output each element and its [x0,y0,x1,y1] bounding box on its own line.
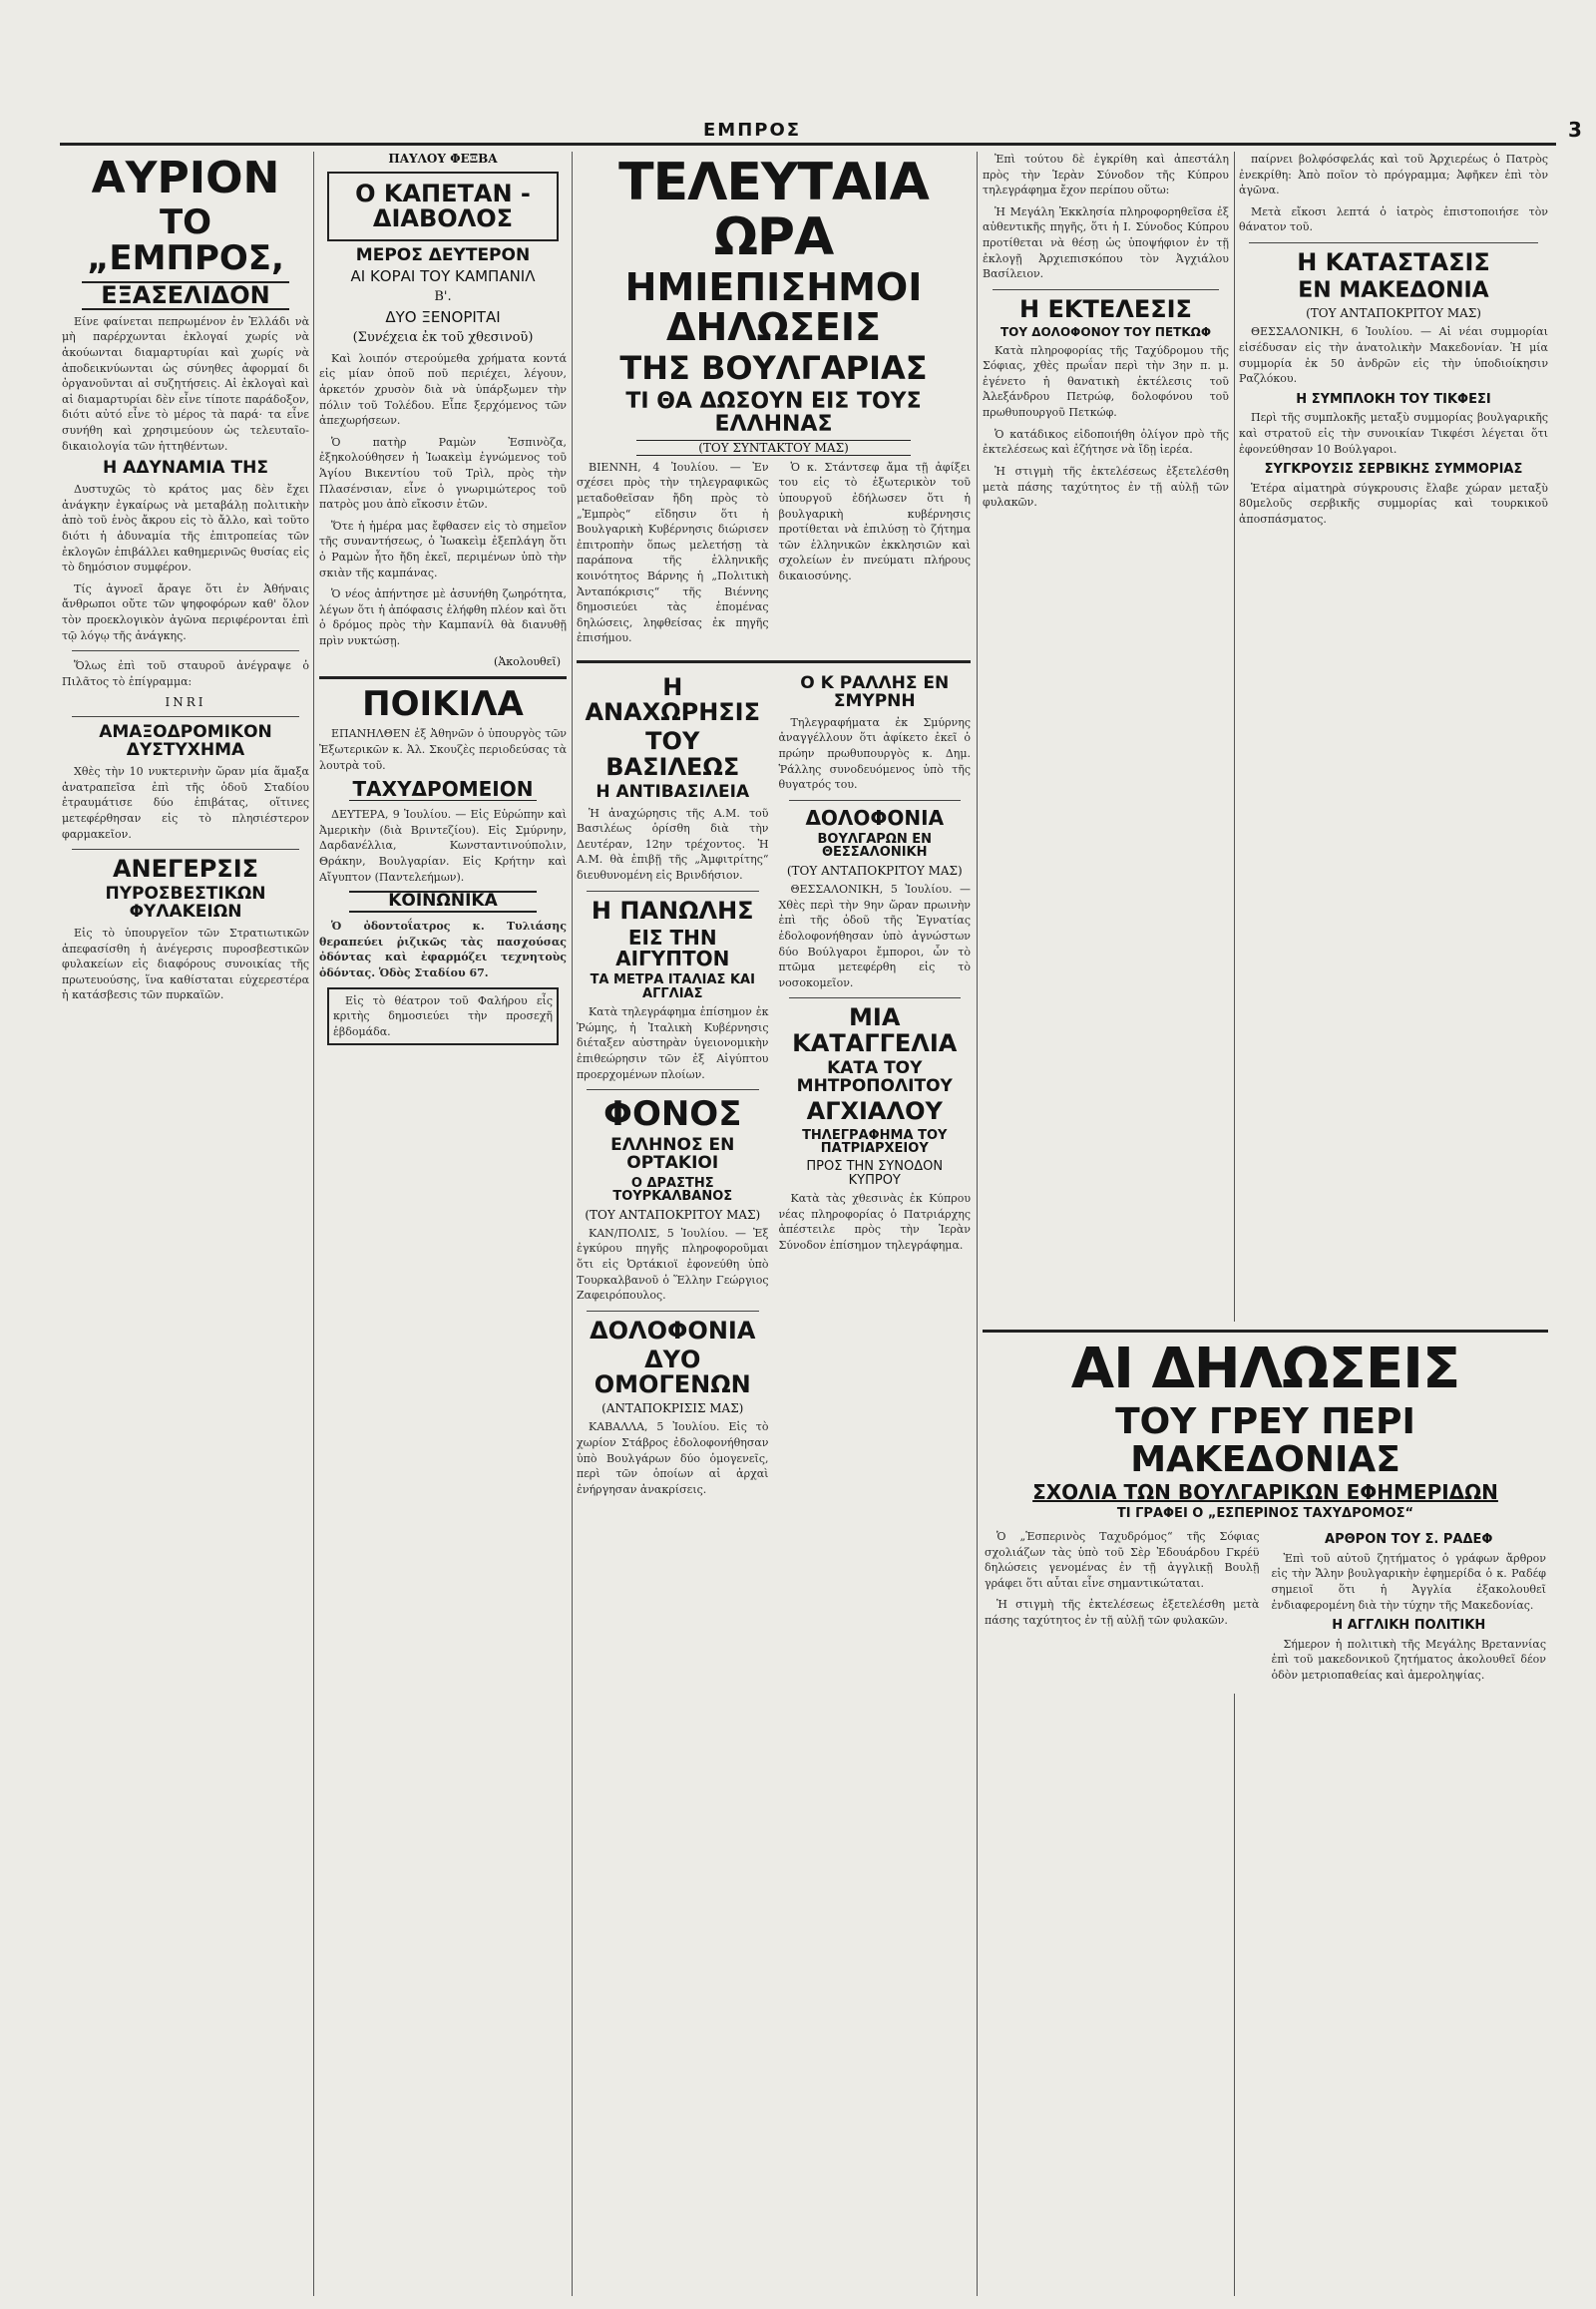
headline-departure: Η ΑΝΑΧΩΡΗΣΙΣ [585,673,761,727]
article-text: Μετὰ εἴκοσι λεπτά ὁ ἰατρὸς ἐπιστοποιήσε τὸν θάνατον τοῦ. [1239,204,1548,234]
continuation-note: (Συνέχεια ἐκ τοῦ χθεσινοῦ) [352,329,534,345]
byline: (ΤΟΥ ΣΥΝΤΑΚΤΟΥ ΜΑΣ) [636,440,911,456]
headline-rallis-smyrna: Ο Κ ΡΑΛΛΗΣ ΕΝ ΣΜΥΡΝΗ [800,673,950,711]
byline: (ΤΟΥ ΑΝΤΑΠΟΚΡΙΤΟΥ ΜΑΣ) [1306,306,1481,321]
column-5 [1239,152,1548,2306]
article-text: Ὁ κατάδικος εἰδοποιήθη ὀλίγον πρὸ τῆς ἐκτελέσεως καὶ ἐζήτησε νὰ ἴδῃ ἱερέα. [983,427,1229,457]
article-text: ΘΕΣΣΑΛΟΝΙΚΗ, 5 Ἰουλίου. — Χθὲς περὶ τὴν 9ην ὥραν πρωινὴν ἐπὶ τῆς ὁδοῦ τῆς Ἐγνατίας ἐδολοφονήθησαν ὑπὸ ἀγνώστων δύο Βούλγαροι ἔμποροι, ὧν τὸ πτῶμα μετεφέρθη εἰς τὸ νοσοκομεῖον. [778,883,971,989]
article-text: Ὁ „Ἑσπερινὸς Ταχυδρόμος“ τῆς Σόφιας σχολιάζων τὰς ὑπὸ τοῦ Σὲρ Ἐδουάρδου Γκρέϋ δηλώσεις γενομένας ἐν τῇ ἀγγλικῇ Βουλῇ γράφει ὅτι αὗται εἶνε σημαντικώταται. [985,1530,1260,1590]
article-text: Περὶ τῆς συμπλοκῆς μεταξὺ συμμορίας βουλγαρικῆς καὶ στρατοῦ εἰς τὴν συνοικίαν Τικφέσι λέγεται ὅτι ἐφονεύθησαν 10 Βούλγαροι. [1239,411,1548,456]
headline-semi-official: ΗΜΙΕΠΙΣΗΜΟΙ ΔΗΛΩΣΕΙΣ [624,265,923,350]
section-heading: Η ΑΔΥΝΑΜΙΑ ΤΗΣ [103,458,268,479]
headline-esperinos: ΤΙ ΓΡΑΦΕΙ Ο „ΕΣΠΕΡΙΝΟΣ ΤΑΧΥΔΡΟΜΟΣ“ [1116,1506,1414,1522]
article-text: Τίς ἀγνοεῖ ἄραγε ὅτι ἐν Ἀθήναις ἄνθρωποι οὔτε τῶν ψηφοφόρων καθ' ὅλον τὸν προεκλογικὸν ἀγῶνα περιφέρονται ἐπὶ τῷ λόγῳ τῆς ἀνάγκης. [62,581,309,642]
headline-regency: Η ΑΝΤΙΒΑΣΙΛΕΙΑ [596,781,750,802]
newspaper-name: ΕΜΠΡΟΣ [703,120,802,141]
chapter-title: ΔΥΟ ΞΕΝΟΡΙΤΑΙ [385,307,501,326]
headline-to-synod: ΠΡΟΣ ΤΗΝ ΣΥΝΟΔΟΝ ΚΥΠΡΟΥ [806,1158,944,1188]
article-text: Ἐπὶ τούτου δὲ ἐγκρίθη καὶ ἀπεστάλη πρὸς τὴν Ἱερὰν Σύνοδον τῆς Κύπρου τηλεγράφημα ἔχον περίπου οὕτω: [983,153,1229,197]
notice-text: Εἰς τὸ θέατρον τοῦ Φαλήρου εἶς κριτὴς δημοσιεύει τὴν προσεχῆ ἑβδομάδα. [333,993,553,1038]
headline-erection: ΑΝΕΓΕΡΣΙΣ [112,855,259,884]
separator [577,660,971,663]
separator [983,1330,1548,1333]
masthead-rule [60,143,1556,146]
article-text: Κατὰ τηλεγράφημα ἐπίσημον ἐκ Ῥώμης, ἡ Ἰταλικὴ Κυβέρνησις διέταξεν αὐστηρὰν ὑγειονομικὴν ἐπιθεώρησιν τῶν ἐξ Αἰγύπτου προερχομένων πλοίων. [577,1005,769,1081]
headline-serbian-band: ΣΥΓΚΡΟΥΣΙΣ ΣΕΡΒΙΚΗΣ ΣΥΜΜΟΡΙΑΣ [1264,462,1523,478]
separator [587,1311,759,1312]
byline: (ΤΟΥ ΑΝΤΑΠΟΚΡΙΤΟΥ ΜΑΣ) [786,864,963,879]
serial-author: ΠΑΥΛΟΥ ΦΕΞΒΑ [388,152,498,166]
article-text: Ἡ στιγμὴ τῆς ἐκτελέσεως ἐξετελέσθη μετὰ πάσης ταχύτητος ἐν τῇ αὐλῇ τῶν φυλακῶν. [983,464,1229,510]
inscription: INRI [165,695,206,710]
headline-carriage-accident: ΑΜΑΞΟΔΡΟΜΙΚΟΝ ΔΥΣΤΥΧΗΜΑ [99,722,272,761]
article-text: Ὅτε ἡ ἡμέρα μας ἔφθασεν εἰς τὸ σημεῖον τῆς συναντήσεως, ὁ Ἰωακεὶμ ἐξεπλάγη ὅτι ὁ Ραμὼν ἦτο ἤδη ἐκεῖ, περιμένων ὑπὸ τὴν σκιὰν τῆς καμπάνας. [319,519,567,579]
article-text: ΘΕΣΣΑΛΟΝΙΚΗ, 6 Ἰουλίου. — Αἱ νέαι συμμορίαι εἰσέδυσαν εἰς τὴν ἀνατολικὴν Μακεδονίαν. Ἡ μία συμμορία ἐκ 50 ἀνδρῶν εἰς τὴν ὑποδιοίκησιν Ραζλόκου. [1239,325,1548,386]
article-text: Ἡ ἀναχώρησις τῆς Α.Μ. τοῦ Βασιλέως ὁρίσθη διὰ τὴν Δευτέραν, 12ην τρέχοντος. Ἡ Α.Μ. θὰ ἐπιβῇ τῆς „Ἀμφιτρίτης“ διευθυνομένη εἰς Βρινδήσιον. [577,806,769,883]
headline-assassination: ΔΟΛΟΦΟΝΙΑ [805,805,945,830]
separator [587,891,759,892]
headline-measures: ΤΑ ΜΕΤΡΑ ΙΤΑΛΙΑΣ ΚΑΙ ΑΓΓΛΙΑΣ [590,971,755,1001]
headline-bulgarian-press: ΣΧΟΛΙΑ ΤΩΝ ΒΟΥΛΓΑΡΙΚΩΝ ΕΦΗΜΕΡΙΔΩΝ [1032,1480,1498,1505]
headline-petkov-assassin: ΤΟΥ ΔΟΛΟΦΟΝΟΥ ΤΟΥ ΠΕΤΚΩΦ [999,325,1212,340]
column-divider [572,152,573,2296]
headline-social: ΚΟΙΝΩΝΙΚΑ [349,891,537,913]
headline-english-policy: Η ΑΓΓΛΙΚΗ ΠΟΛΙΤΙΚΗ [1332,1618,1486,1634]
headline-radef-article: ΑΡΘΡΟΝ ΤΟΥ Σ. ΡΑΔΕΦ [1325,1532,1493,1548]
separator [789,997,962,998]
separator [1249,242,1538,243]
article-text: Κατὰ πληροφορίας τῆς Ταχύδρομου τῆς Σόφιας, χθὲς πρωΐαν περὶ τὴν 3ην π. μ. ἐγένετο ἡ θανατικὴ ἐκτέλεσις τοῦ Ἀλεξάνδρου Πετρώφ, δολοφόνου τοῦ πρωθυπουργοῦ Πετκώφ. [983,343,1229,420]
headline-the-statements: ΑΙ ΔΗΛΩΣΕΙΣ [1070,1337,1460,1401]
headline-against-metropolitan: ΚΑΤΑ ΤΟΥ ΜΗΤΡΟΠΟΛΙΤΟΥ [796,1057,953,1096]
headline-patriarchate-telegram: ΤΗΛΕΓΡΑΦΗΜΑ ΤΟΥ ΠΑΤΡΙΑΡΧΕΙΟΥ [802,1127,948,1157]
headline-anchialos: ΑΓΧΙΑΛΟΥ [806,1097,943,1126]
headline-tomorrow: ΑΥΡΙΟΝ [91,153,280,203]
article-text: ΕΠΑΝΗΛΘΕΝ ἐξ Ἀθηνῶν ὁ ὑπουργὸς τῶν Ἐξωτερικῶν κ. Ἀλ. Σκουζὲς περιοδεύσας τὰ λουτρὰ τοῦ. [319,727,567,772]
headline-what-they-give: ΤΙ ΘΑ ΔΩΣΟΥΝ ΕΙΣ ΤΟΥΣ ΕΛΛΗΝΑΣ [625,388,922,437]
advert-text: Ὁ ὀδοντοΐατρος κ. Τυλιάσης θεραπεύει ῥιζικῶς τὰς πασχούσας ὀδόντας καὶ ἐφαρμόζει τεχνητοὺς ὀδόντας. Ὁδὸς Σταδίου 67. [319,920,567,979]
headline-of-bulgaria: ΤΗΣ ΒΟΥΛΓΑΡΙΑΣ [619,348,928,387]
headline-tikfesi-clash: Η ΣΥΜΠΛΟΚΗ ΤΟΥ ΤΙΚΦΕΣΙ [1296,391,1491,407]
headline-assassination: ΔΟΛΟΦΟΝΙΑ [590,1316,756,1345]
banner-block [983,1322,1548,1694]
headline-murder: ΦΟΝΟΣ [603,1094,742,1135]
article-text: Κατὰ τὰς χθεσινὰς ἐκ Κύπρου νέας πληροφορίας ὁ Πατριάρχης ἀπέστειλε πρὸς τὴν Ἱερὰν Σύνοδον ἐπίσημον τηλεγράφημα. [778,1192,971,1252]
article-text: ΚΑΝ/ΠΟΛΙΣ, 5 Ἰουλίου. — Ἐξ ἐγκύρου πηγῆς πληροφοροῦμαι ὅτι εἰς Ὀρτάκιοϊ ἐφονεύθη ὑπὸ Τουρκαλβανοῦ ὁ Ἕλλην Γεώργιος Ζαφειρόπουλος. [577,1226,769,1303]
headline-two-compatriots: ΔΥΟ ΟΜΟΓΕΝΩΝ [594,1346,751,1399]
article-text: Ἐπὶ τοῦ αὐτοῦ ζητήματος ὁ γράφων ἄρθρον εἰς τὴν Ἄλην βουλγαρικὴν ἐφημερίδα ὁ κ. Ραδέφ σημειοῖ ὅτι ἡ Ἀγγλία ἐξακολουθεῖ ἐνδιαφερομένη διὰ τὴν τύχην τῆς Μακεδονίας. [1271,1551,1546,1612]
article-text: Εἰς τὸ ὑπουργεῖον τῶν Στρατιωτικῶν ἀπεφασίσθη ἡ ἀνέγερσις πυροσβεστικῶν φυλακείων εἰς διαφόρους συνοικίας τῆς πρωτευούσης, ἵνα καθίσταται εὐχερεστέρα ἡ κατάσβεσις τῶν πυρκαϊῶν. [62,927,309,1002]
article-text: Ὁ νέος ἀπήντησε μὲ ἀσυνήθη ζωηρότητα, λέγων ὅτι ἡ ἀπόφασις ἐλήφθη πλέον καὶ ὅτι ὁ δρόμος πρὸς τὴν Καμπανίλ θὰ διανυθῇ πρὶν νυκτώσῃ. [319,587,567,648]
headline-plague: Η ΠΑΝΩΛΗΣ [591,896,754,925]
headline-perpetrator: Ο ΔΡΑΣΤΗΣ ΤΟΥΡΚΑΛΒΑΝΟΣ [612,1175,733,1205]
article-text: Δυστυχῶς τὸ κράτος μας δὲν ἔχει ἀνάγκην ἐγκαίρως νὰ μεταβάλῃ πολιτικὴν ἀπὸ τοῦ ἑνὸς ἄκρου εἰς τὸ ἄλλο, καὶ τοῦτο διότι ἡ ἀδυναμία τῆς ἐπιτροπείας τῶν ἐκλογῶν ἐπιβάλλει καθημερινῶς θυσίας εἰς τὸ δημόσιον συμφέρον. [62,483,309,575]
article-text: ΒΙΕΝΝΗ, 4 Ἰουλίου. — Ἐν σχέσει πρὸς τὴν τηλεγραφικῶς μεταδοθεῖσαν ἤδη πρὸς τὸ „Ἐμπρὸς“ εἴδησιν ὅτι ἡ Βουλγαρικὴ Κυβέρνησις διώρισεν ἐπιτροπὴν ὅπως μελετήσῃ τὰ παράπονα τῆς ἑλληνικῆς κοινότητος Βάρνης ἡ „Πολιτικὴ Ἀνταπόκρισις“ τῆς Βιέννης δημοσιεύει τὰς ἑπομένας δηλώσεις, ληφθείσας ἐκ πηγῆς ἐπισήμου. [577,460,769,645]
column-divider [977,152,978,2296]
serial-part: ΜΕΡΟΣ ΔΕΥΤΕΡΟΝ [355,245,531,266]
headline-of-king: ΤΟΥ ΒΑΣΙΛΕΩΣ [605,727,740,781]
separator [72,650,299,651]
column-divider [313,152,314,2296]
masthead [0,0,1596,150]
headline-emprós: ΤΟ „ΕΜΠΡΟΣ, [87,202,284,278]
headline-complaint: ΜΙΑ ΚΑΤΑΓΓΕΛΙΑ [792,1003,958,1057]
separator [789,800,962,801]
chapter-number: Β'. [434,288,452,304]
separator [72,716,299,717]
headline-bulgarians-thessaloniki: ΒΟΥΛΓΑΡΩΝ ΕΝ ΘΕΣΣΑΛΟΝΙΚΗ [817,831,933,861]
separator [587,1089,759,1090]
column-divider [1234,152,1235,2296]
headline-in-macedonia: ΕΝ ΜΑΚΕΔΟΝΙΑ [1298,278,1489,304]
separator [72,849,299,850]
serial-title: Ο ΚΑΠΕΤΑΝ - ΔΙΑΒΟΛΟΣ [355,180,531,233]
headline-fire-stations: ΠΥΡΟΣΒΕΣΤΙΚΩΝ ΦΥΛΑΚΕΙΩΝ [105,884,266,923]
article-text: παίρνει βολφόσφελάς καὶ τοῦ Ἀρχιερέως ὁ Πατρὸς ἐνεκρίθη: Ἀπὸ ποῖον τὸ πρόγραμμα; Ἀφῆκεν ἐπὶ τὸν ἀγῶνα. [1239,153,1548,197]
column-3 [577,152,971,2306]
to-be-continued: (Ἀκολουθεῖ) [494,654,561,668]
column-1 [62,152,309,2306]
article-text: Ὁ κ. Στάντσεφ ἄμα τῇ ἀφίξει του εἰς τὸ ἐξωτερικὸν τοῦ ὑπουργοῦ ἐδήλωσεν ὅτι ἡ βουλγαρικὴ κυβέρνησις προτίθεται νὰ ἐπιλύσῃ τὸ ζήτημα τῶν ἑλληνικῶν ἐκκλησιῶν καὶ σχολείων ἐν πνεύματι πλήρους δικαιοσύνης. [778,460,971,583]
headline-greek-ortakioi: ΕΛΛΗΝΟΣ ΕΝ ΟΡΤΑΚΙΟΙ [610,1134,735,1173]
headline-execution: Η ΕΚΤΕΛΕΣΙΣ [1019,294,1192,323]
headline-six-pages: ΕΞΑΣΕΛΙΔΟΝ [82,281,289,310]
separator [319,676,567,679]
article-text: Σήμερον ἡ πολιτικὴ τῆς Μεγάλης Βρεταννίας ἐπὶ τοῦ μακεδονικοῦ ζητήματος ἀκολουθεῖ δέον ὁδὸν μετριοπαθείας καὶ ἀμεροληψίας. [1271,1637,1546,1682]
byline: (ΑΝΤΑΠΟΚΡΙΣΙΣ ΜΑΣ) [601,1401,744,1416]
article-text: Ὅλως ἐπὶ τοῦ σταυροῦ ἀνέγραψε ὁ Πιλᾶτος τὸ ἐπίγραμμα: [62,659,309,688]
article-text: Είνε φαίνεται πεπρωμένον ἐν Ἑλλάδι νὰ μὴ παρέρχωνται ἐκλογαί χωρίς νὰ ἀκούωνται διαμαρτυρίαι καὶ χωρίς νὰ ἀποδεικνύωνται ὡς σύνηθες ἀφορμαί δι ὀργανοῦνται αἱ συζητήσεις. Αἱ ἐκλογαὶ καὶ αἱ διαμαρτυρίαι δὲν εἶνε τίποτε παράδοξον, διότι αὐτό εἶνε τὸ μέρος τὰ παρά· τα εἶνε συνήθη καὶ χρησιμεύουν ὡς τελευταῖο-δικαιολογία τῶν ἡττηθέντων. [62,314,309,453]
separator [993,289,1219,290]
headline-post-office: ΤΑΧΥΔΡΟΜΕΙΟΝ [349,779,537,801]
headline-miscellany: ΠΟΙΚΙΛΑ [362,683,524,724]
article-text: Χθὲς τὴν 10 νυκτερινὴν ὥραν μία ἅμαξα ἀνατραπεῖσα ἐπὶ τῆς ὁδοῦ Σταδίου ἐτραυμάτισε δύο ἐπιβάτας, οἵτινες μετεφέρθησαν εἰς τὸ πλησιέστερον φαρμακεῖον. [62,765,309,841]
article-text: Ἡ στιγμὴ τῆς ἐκτελέσεως ἐξετελέσθη μετὰ πάσης ταχύτητος ἐν τῇ αὐλῇ τῶν φυλακῶν. [985,1598,1260,1628]
headline-grey-macedonia: ΤΟΥ ΓΡΕΥ ΠΕΡΙ ΜΑΚΕΔΟΝΙΑΣ [1115,1400,1415,1480]
article-text: Ἑτέρα αἱματηρὰ σύγκρουσις ἔλαβε χώραν μεταξὺ 80μελοῦς σερβικῆς συμμορίας καὶ τουρκικοῦ ἀποσπάσματος. [1239,481,1548,527]
article-text: ΚΑΒΑΛΛΑ, 5 Ἰουλίου. Εἰς τὸ χωρίον Στάβρος ἐδολοφονήθησαν ὑπὸ Βουλγάρων δύο ὁμογενεῖς, περὶ τῶν ὁποίων αἱ ἀρχαὶ ἐνήργησαν ἀνακρίσεις. [577,1420,769,1496]
column-4 [983,152,1229,2306]
headline-situation: Η ΚΑΤΑΣΤΑΣΙΣ [1297,248,1490,277]
article-text: Ὁ πατὴρ Ραμὼν Ἐσπινὸζα, ἐξηκολούθησεν ἡ Ἰωακεὶμ ἐγνώμενος τοῦ Ἁγίου Βικεντίου τοῦ Τρὶλ, πρὸς τὴν Πλασένσιαν, εἶνε ὁ γνωριμώτερος τοῦ πατρὸς μου ἀπὸ εἴκοσιν ἐτῶν. [319,435,567,512]
column-2 [319,152,567,2306]
article-text: Τηλεγραφήματα ἐκ Σμύρνης ἀναγγέλλουν ὅτι ἀφίκετο ἐκεῖ ὁ πρώην πρωθυπουργὸς κ. Δημ. Ῥάλλης συνοδευόμενος ὑπὸ τῆς θυγατρός του. [778,715,971,792]
headline-last-hour: ΤΕΛΕΥΤΑΙΑ ΩΡΑ [618,153,929,267]
byline: (ΤΟΥ ΑΝΤΑΠΟΚΡΙΤΟΥ ΜΑΣ) [585,1207,761,1222]
serial-chapter: ΑΙ ΚΟΡΑΙ ΤΟΥ ΚΑΜΠΑΝΙΛ [350,267,536,286]
headline-in-egypt: ΕΙΣ ΤΗΝ ΑΙΓΥΠΤΟΝ [615,925,730,970]
article-text: Ἡ Μεγάλη Ἐκκλησία πληροφορηθεῖσα ἐξ αὐθεντικῆς πηγῆς, ὅτι ἡ Ι. Σύνοδος Κύπρου προτίθεται νὰ θέσῃ ὡς ὑποψήφιον ἐν τῇ ἐκλογῇ Ἀρχιεπισκόπου τὸν Ἀγχιάλου Βασίλειον. [983,204,1229,281]
article-text: Καὶ λοιπόν στερούμεθα χρήματα κοντά εἰς μίαν ὁποῦ ποῦ περιέχει, λέγουν, ἀρκετόν χρυσὸν διὰ νὰ ὑπάρξωμεν τὴν πόλιν τοῦ Τολέδου. Εἶπε ξερχόμενος τῶν ἀπεχωρήσεων. [319,351,567,428]
article-text: ΔΕΥΤΕΡΑ, 9 Ἰουλίου. — Εἰς Εὐρώπην καὶ Ἀμερικὴν (διὰ Βριντεζίου). Εἰς Σμύρνην, Δαρδανέλλια, Κωνσταντινούπολιν, Θράκην, Βουλγαρίαν. Εἰς Κρήτην καὶ Αἴγυπτον (Παντελεήμων). [319,808,567,884]
page-number: 3 [1568,118,1582,142]
